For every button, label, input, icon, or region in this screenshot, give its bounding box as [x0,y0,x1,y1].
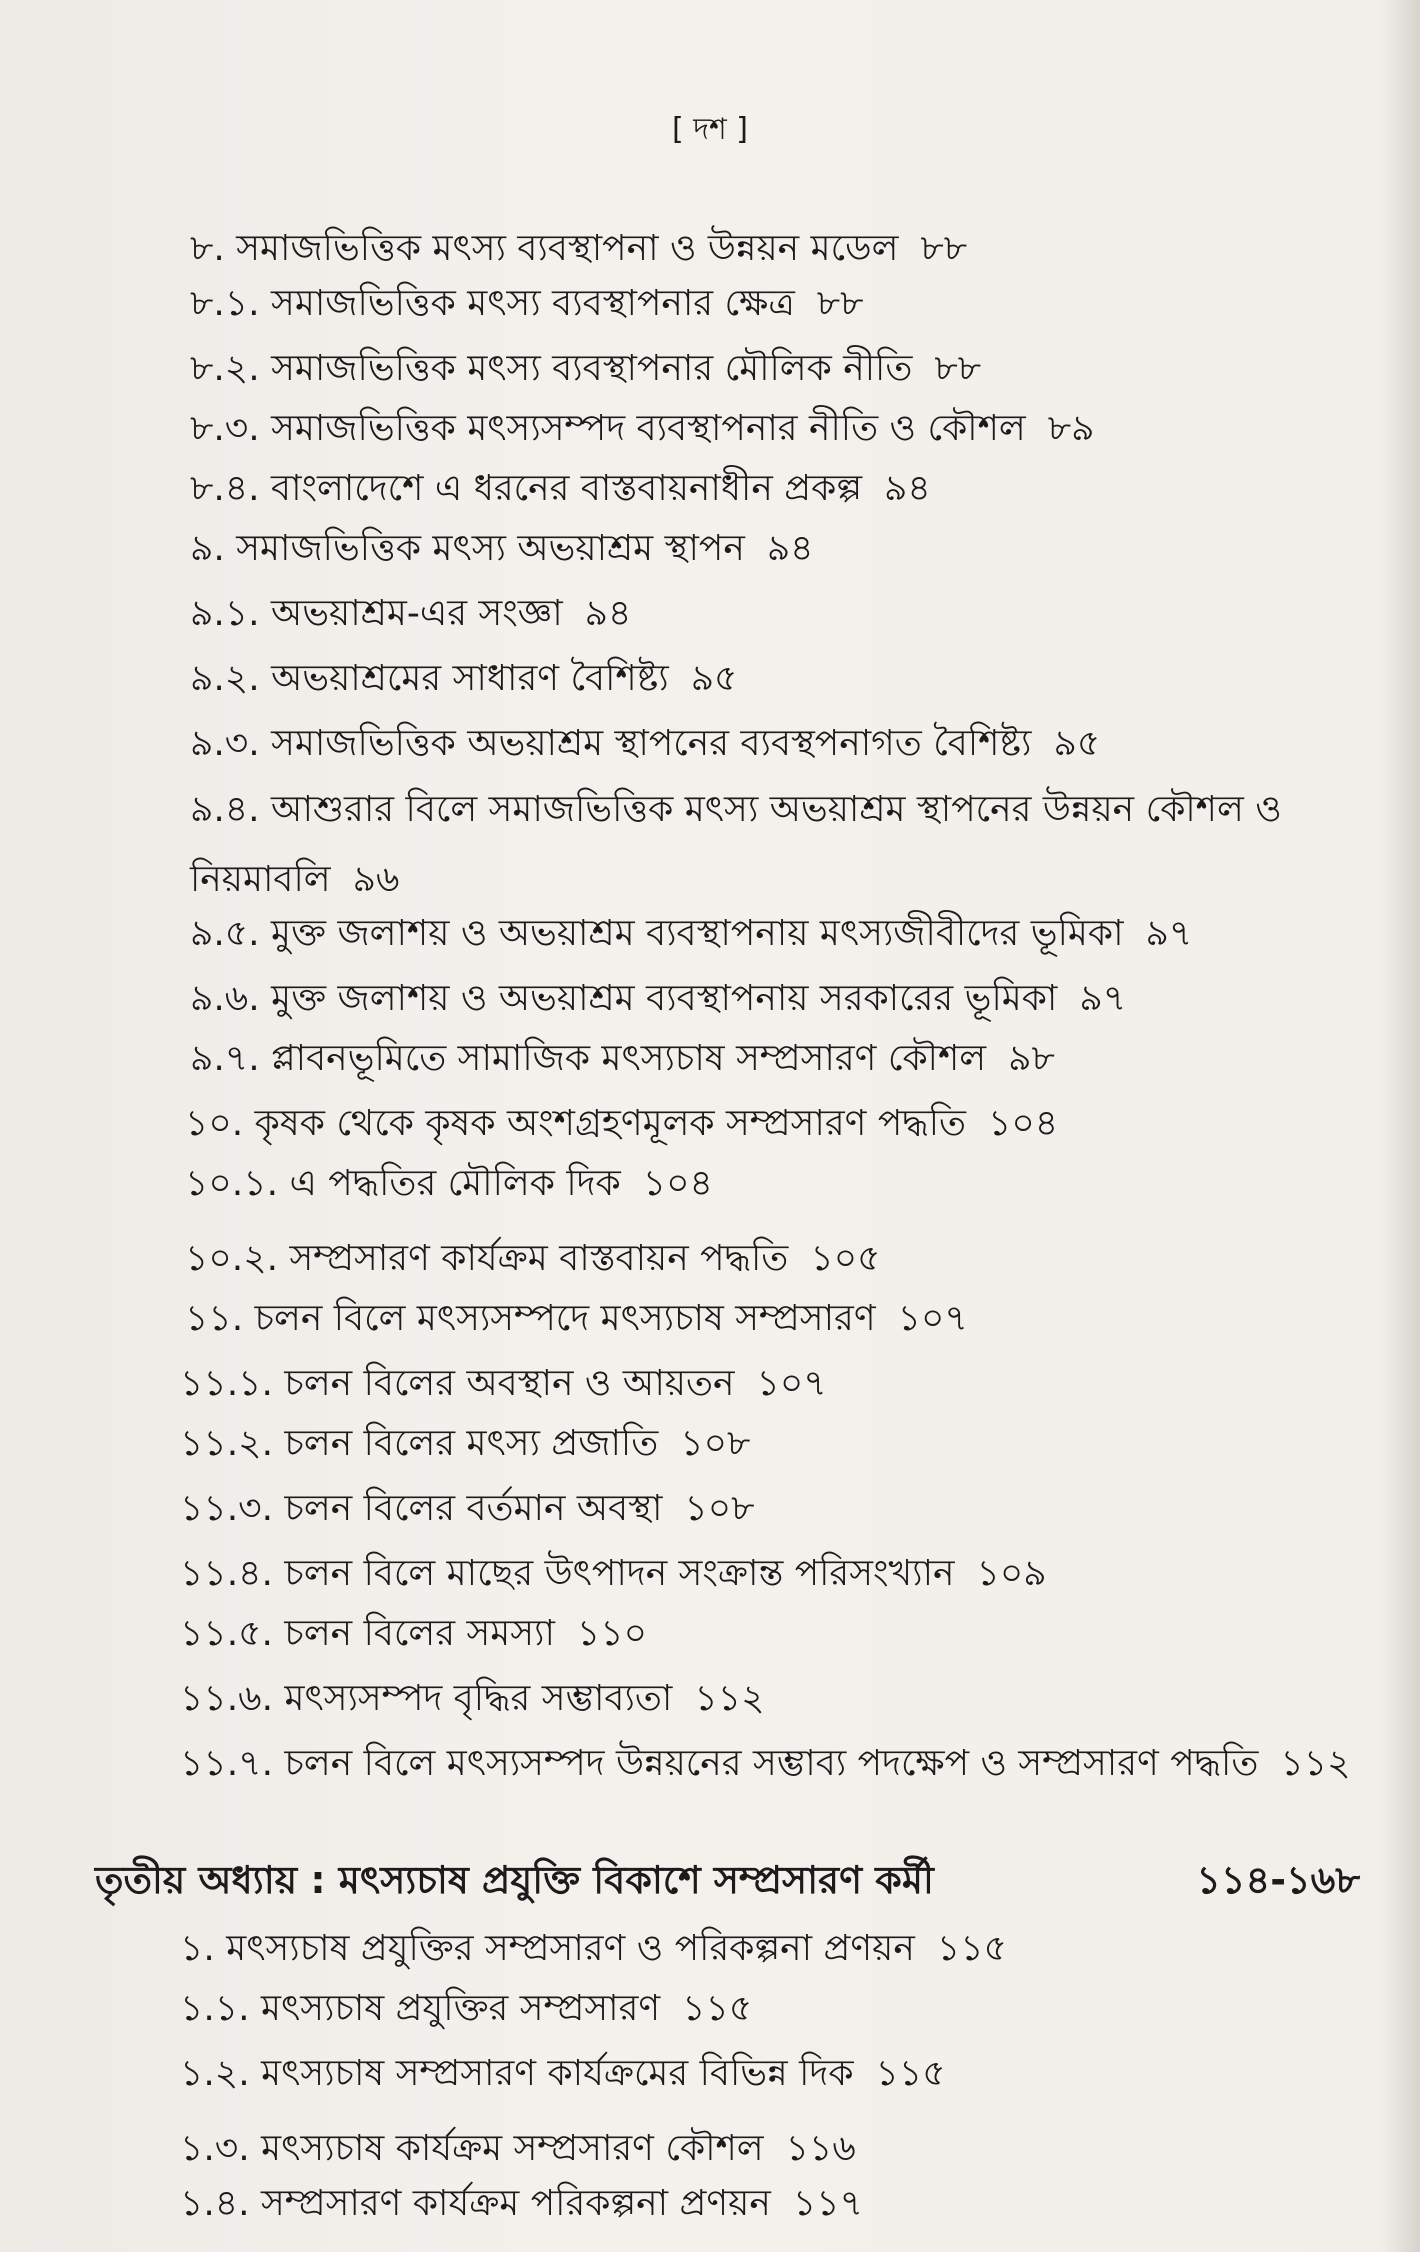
chapter-title: তৃতীয় অধ্যায় : মৎস্যচাষ প্রযুক্তি বিকাশে সম্প্রসারণ কর্মী [95,1858,934,1902]
toc-entry: ১.৪. সম্প্রসারণ কার্যক্রম পরিকল্পনা প্রণয়ন ১১৭ [180,2183,864,2224]
toc-entry: ১.১. মৎস্যচাষ প্রযুক্তির সম্প্রসারণ ১১৫ [180,1988,753,2029]
toc-entry: ৮.২. সমাজভিত্তিক মৎস্য ব্যবস্থাপনার মৌলিক নীতি ৮৮ [190,348,982,389]
toc-entry: ১০.২. সম্প্রসারণ কার্যক্রম বাস্তবায়ন পদ্ধতি ১০৫ [185,1238,881,1279]
chapter-heading [95,1855,1360,1905]
toc-entry: ৯.৬. মুক্ত জলাশয় ও অভয়াশ্রম ব্যবস্থাপনায় সরকারের ভূমিকা ৯৭ [190,978,1127,1019]
toc-entry: ৮.১. সমাজভিত্তিক মৎস্য ব্যবস্থাপনার ক্ষেত্র ৮৮ [190,283,864,324]
toc-entry: ৯.১. অভয়াশ্রম-এর সংজ্ঞা ৯৪ [190,593,632,634]
toc-entry: ৯.৫. মুক্ত জলাশয় ও অভয়াশ্রম ব্যবস্থাপনায় মৎস্যজীবীদের ভূমিকা ৯৭ [190,913,1193,954]
toc-entry: ১১.৫. চলন বিলের সমস্যা ১১০ [180,1613,648,1654]
toc-entry: ১১.৭. চলন বিলে মৎস্যসম্পদ উন্নয়নের সম্ভাব্য পদক্ষেপ ও সম্প্রসারণ পদ্ধতি ১১২ [180,1743,1351,1784]
page-header: [ দশ ] [672,112,748,147]
toc-entry: ১১.৩. চলন বিলের বর্তমান অবস্থা ১০৮ [180,1488,755,1529]
chapter-page-range: ১১৪-১৬৮ [1196,1858,1360,1902]
toc-entry: ১০. কৃষক থেকে কৃষক অংশগ্রহণমূলক সম্প্রসারণ পদ্ধতি ১০৪ [185,1103,1059,1144]
toc-entry: ৯.৩. সমাজভিত্তিক অভয়াশ্রম স্থাপনের ব্যবস্থপনাগত বৈশিষ্ট্য ৯৫ [190,723,1101,764]
toc-entry-multiline: ৯.৪. আশুরার বিলে সমাজভিত্তিক মৎস্য অভয়াশ্রম স্থাপনের উন্নয়ন কৌশল ও নিয়মাবলি ৯৬ [190,789,1282,900]
toc-entry: ১. মৎস্যচাষ প্রযুক্তির সম্প্রসারণ ও পরিকল্পনা প্রণয়ন ১১৫ [180,1928,1007,1969]
page-edge-shadow [1380,0,1420,2252]
toc-entry: ১.৩. মৎস্যচাষ কার্যক্রম সম্প্রসারণ কৌশল ১১৬ [180,2128,856,2169]
toc-entry: ১১.১. চলন বিলের অবস্থান ও আয়তন ১০৭ [180,1363,827,1404]
toc-entry: ১০.১. এ পদ্ধতির মৌলিক দিক ১০৪ [185,1163,713,1204]
toc-entry: ১১.৪. চলন বিলে মাছের উৎপাদন সংক্রান্ত পরিসংখ্যান ১০৯ [180,1553,1047,1594]
toc-entry: ৮. সমাজভিত্তিক মৎস্য ব্যবস্থাপনা ও উন্নয়ন মডেল ৮৮ [190,228,968,269]
toc-entry: ৮.৩. সমাজভিত্তিক মৎস্যসম্পদ ব্যবস্থাপনার নীতি ও কৌশল ৮৯ [190,408,1095,449]
toc-entry: ৮.৪. বাংলাদেশে এ ধরনের বাস্তবায়নাধীন প্রকল্প ৯৪ [190,468,931,509]
toc-entry: ১১.৬. মৎস্যসম্পদ বৃদ্ধির সম্ভাব্যতা ১১২ [180,1678,765,1719]
toc-entry: ১.২. মৎস্যচাষ সম্প্রসারণ কার্যক্রমের বিভিন্ন দিক ১১৫ [180,2053,946,2094]
toc-entry: ১১. চলন বিলে মৎস্যসম্পদে মৎস্যচাষ সম্প্রসারণ ১০৭ [185,1298,968,1339]
toc-entry: ১১.২. চলন বিলের মৎস্য প্রজাতি ১০৮ [180,1423,751,1464]
toc-entry: ৯.৭. প্লাবনভূমিতে সামাজিক মৎস্যচাষ সম্প্রসারণ কৌশল ৯৮ [190,1038,1055,1079]
toc-entry: ৯. সমাজভিত্তিক মৎস্য অভয়াশ্রম স্থাপন ৯৪ [190,528,814,569]
toc-entry: ৯.২. অভয়াশ্রমের সাধারণ বৈশিষ্ট্য ৯৫ [190,658,738,699]
